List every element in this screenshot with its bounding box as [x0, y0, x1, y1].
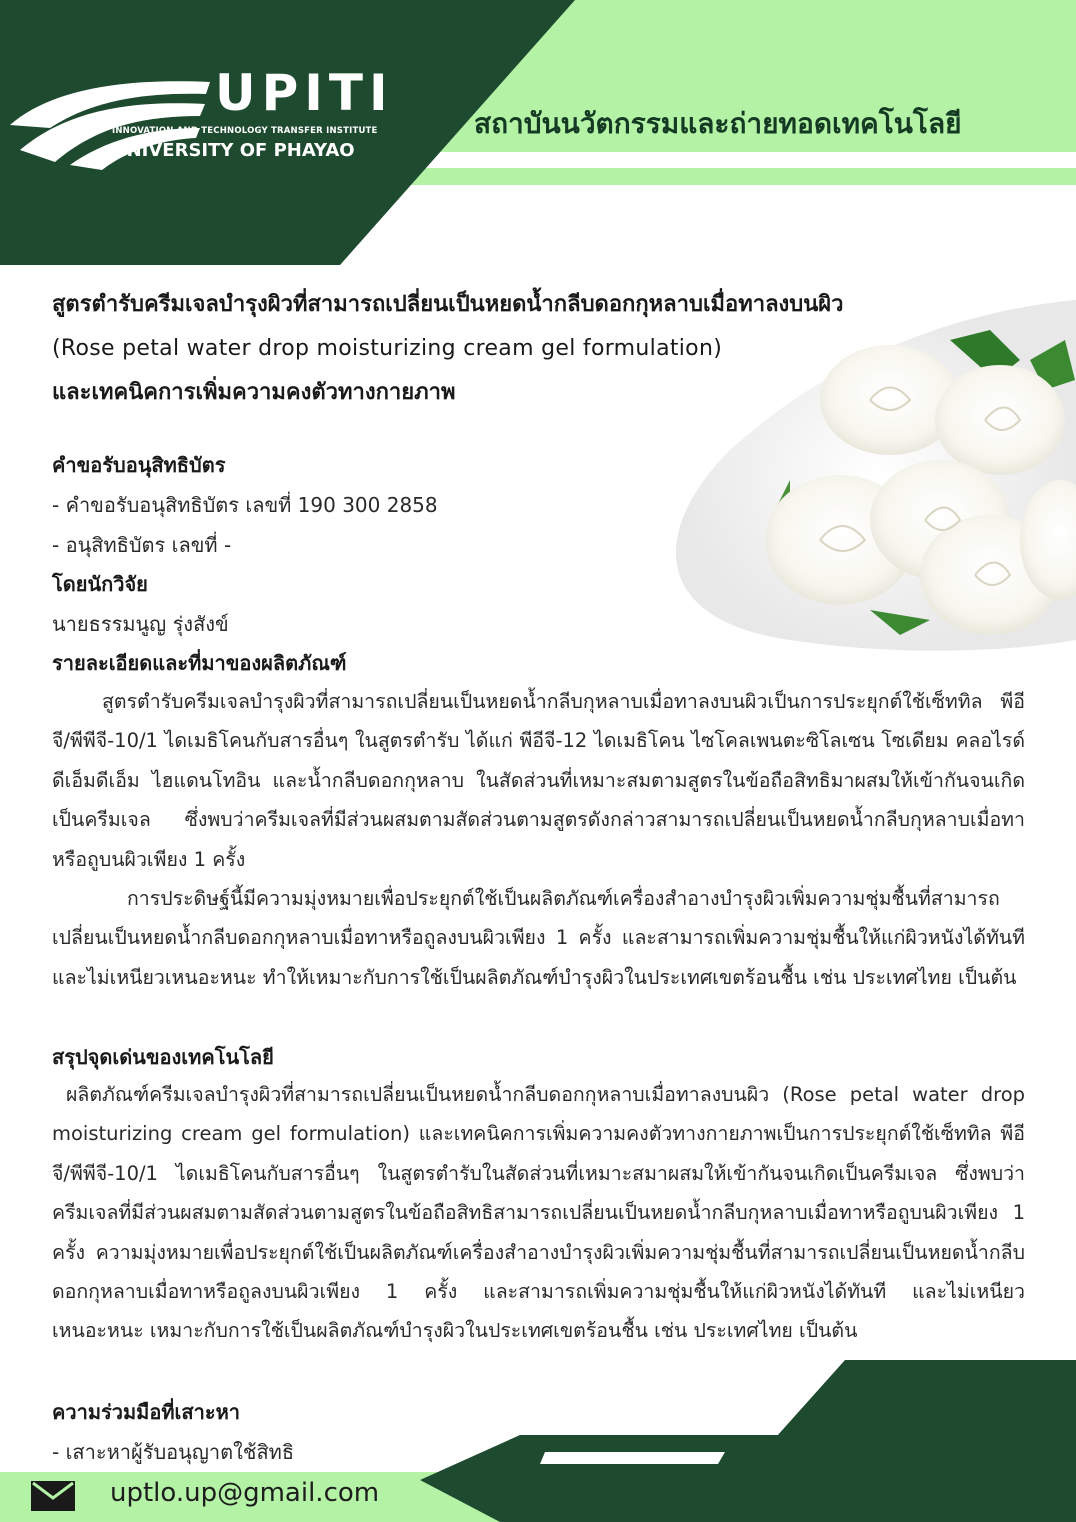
brand-subtitle: INNOVATION AND TECHNOLOGY TRANSFER INSTITUTE [112, 126, 378, 136]
researcher-name: นายธรรมนูญ รุ่งสังข์ [52, 612, 229, 636]
brand-name: UPITI [215, 64, 394, 122]
patent-heading: คำขอรับอนุสิทธิบัตร [52, 453, 226, 477]
collaboration-heading: ความร่วมมือที่เสาะหา [52, 1400, 240, 1424]
title-line-3: และเทคนิคการเพิ่มความคงตัวทางกายภาพ [52, 380, 456, 405]
document-title [52, 283, 1032, 415]
title-line-1: สูตรตำรับครีมเจลบำรุงผิวที่สามารถเปลี่ยนเป็นหยดน้ำกลีบดอกกุหลาบเมื่อทาลงบนผิว [52, 292, 844, 317]
envelope-icon [30, 1480, 76, 1512]
collaboration-item: - เสาะหาผู้รับอนุญาตใช้สิทธิ [52, 1440, 295, 1464]
university-name: UNIVERSITY OF PHAYAO [112, 140, 355, 161]
title-line-2: (Rose petal water drop moisturizing cream gel formulation) [52, 336, 723, 361]
highlights-heading: สรุปจุดเด่นของเทคโนโลยี [52, 1045, 274, 1069]
researcher-heading: โดยนักวิจัย [52, 572, 148, 596]
highlights-paragraph: ผลิตภัณฑ์ครีมเจลบำรุงผิวที่สามารถเปลี่ยนเป็นหยดน้ำกลีบดอกกุหลาบเมื่อทาลงบนผิว (Rose petal water drop moisturizing cream gel formulation) และเทคนิคการเพิ่มความคงตัวทางกายภาพเป็นการประยุกต์ใช้เซ็ททิล พีอีจี/พีพีจี-10/1 ไดเมธิโคนกับสารอื่นๆ ในสูตรตำรับในสัดส่วนที่เหมาะสมาผสมให้เข้ากันจนเกิดเป็นครีมเจล ซึ่งพบว่าครีมเจลที่มีส่วนผสมตามสัดส่วนตามสูตรในข้อถือสิทธิสามารถเปลี่ยนเป็นหยดน้ำกลีบกุหลาบเมื่อทาหรือถูบนผิวเพียง 1 ครั้ง ความมุ่งหมายเพื่อประยุกต์ใช้เป็นผลิตภัณฑ์เครื่องสำอางบำรุงผิวเพิ่มความชุ่มชื้นที่สามารถเปลี่ยนเป็นหยดน้ำกลีบดอกกุหลาบเมื่อทาหรือถูลงบนผิวเพียง 1 ครั้ง และสามารถเพิ่มความชุ่มชื้นให้แก่ผิวหนังได้ทันที และไม่เหนียวเหนอะหนะ เหมาะกับการใช้เป็นผลิตภัณฑ์บำรุงผิวในประเทศเขตร้อนชื้น เช่น ประเทศไทย เป็นต้น [52, 1083, 1025, 1343]
details-paragraph-2: การประดิษฐ์นี้มีความมุ่งหมายเพื่อประยุกต์ใช้เป็นผลิตภัณฑ์เครื่องสำอางบำรุงผิวเพิ่มความชุ่มชื้นที่สามารถเปลี่ยนเป็นหยดน้ำกลีบดอกกุหลาบเมื่อทาหรือถูลงบนผิวเพียง 1 ครั้ง และสามารถเพิ่มความชุ่มชื้นให้แก่ผิวหนังได้ทันที และไม่เหนียวเหนอะหนะ ทำให้เหมาะกับการใช้เป็นผลิตภัณฑ์บำรุงผิวในประเทศเขตร้อนชื้น เช่น ประเทศไทย เป็นต้น [52, 887, 1025, 989]
institute-title: สถาบันนวัตกรรมและถ่ายทอดเทคโนโลยี [474, 107, 962, 140]
patent-number: - อนุสิทธิบัตร เลขที่ - [52, 533, 232, 557]
details-heading: รายละเอียดและที่มาของผลิตภัณฑ์ [52, 651, 347, 675]
upiti-logo [10, 60, 394, 170]
details-paragraph-1: สูตรตำรับครีมเจลบำรุงผิวที่สามารถเปลี่ยนเป็นหยดน้ำกลีบกุหลาบเมื่อทาลงบนผิวเป็นการประยุกต์ใช้เซ็ททิล พีอีจี/พีพีจี-10/1 ไดเมธิโคนกับสารอื่นๆ ในสูตรตำรับ ได้แก่ พีอีจี-12 ไดเมธิโคน ไซโคลเพนตะซิโลเซน โซเดียม คลอไรด์ ดีเอ็มดีเอ็ม ไฮแดนโทอิน และน้ำกลีบดอกกุหลาบ ในสัดส่วนที่เหมาะสมตามสูตรในข้อถือสิทธิมาผสมให้เข้ากันจนเกิดเป็นครีมเจล ซึ่งพบว่าครีมเจลที่มีส่วนผสมตามสัดส่วนตามสูตรดังกล่าวสามารถเปลี่ยนเป็นหยดน้ำกลีบกุหลาบเมื่อทาหรือถูบนผิวเพียง 1 ครั้ง [52, 690, 1025, 871]
contact-email[interactable]: uptlo.up@gmail.com [110, 1478, 380, 1508]
patent-request-number: - คำขอรับอนุสิทธิบัตร เลขที่ 190 300 2858 [52, 493, 438, 517]
